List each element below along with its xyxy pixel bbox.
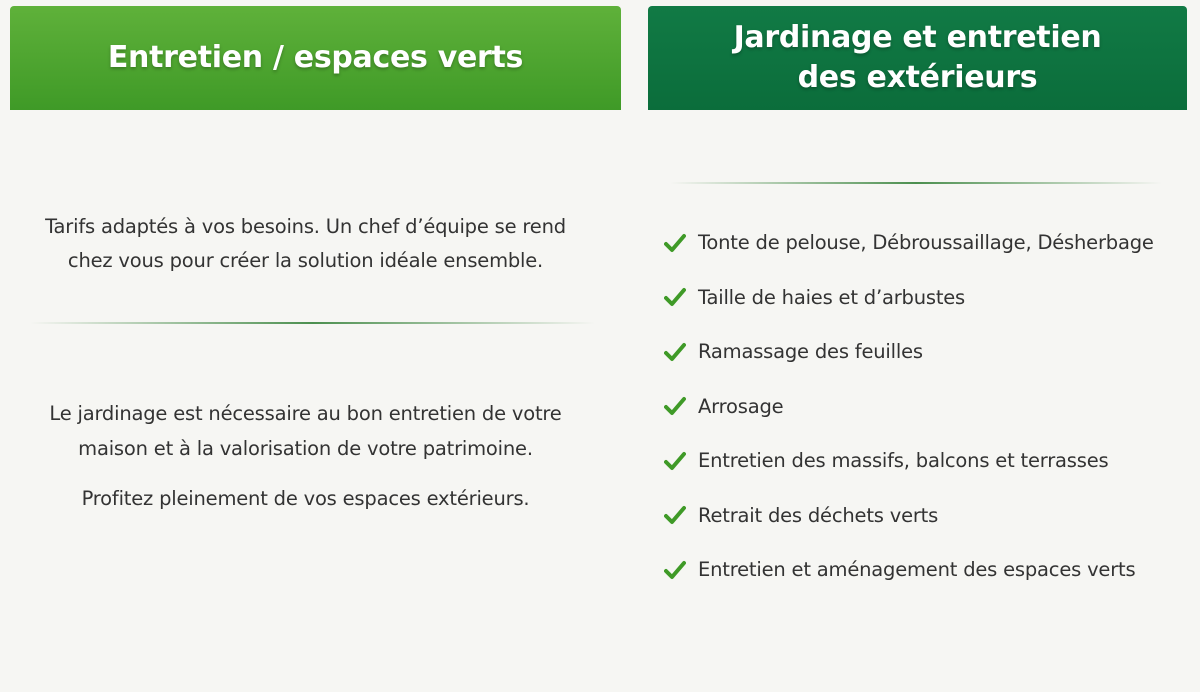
check-icon xyxy=(664,342,686,362)
intro-line: chez vous pour créer la solution idéale ensemble. xyxy=(67,249,544,272)
right-panel-banner xyxy=(648,6,1187,110)
left-panel xyxy=(10,6,621,110)
closing-text: Profitez pleinement de vos espaces extérieurs. xyxy=(81,487,530,510)
service-item xyxy=(664,498,1154,533)
service-item xyxy=(664,389,1154,424)
check-icon xyxy=(664,396,686,416)
service-label: Entretien des massifs, balcons et terrasses xyxy=(698,449,1109,472)
right-panel xyxy=(648,6,1187,110)
service-label: Retrait des déchets verts xyxy=(698,503,939,527)
right-panel-title-line: des extérieurs xyxy=(797,60,1038,95)
service-item xyxy=(664,552,1154,587)
service-label: Taille de haies et d’arbustes xyxy=(698,285,966,309)
service-label: Tonte de pelouse, Débroussaillage, Désherbage xyxy=(698,231,1154,254)
service-item xyxy=(664,280,1154,315)
service-label: Ramassage des feuilles xyxy=(698,340,923,363)
service-item xyxy=(664,334,1154,369)
right-divider xyxy=(670,182,1162,184)
service-label: Arrosage xyxy=(698,394,784,418)
check-icon xyxy=(664,233,686,253)
service-item xyxy=(664,225,1154,260)
left-panel-title: Entretien / espaces verts xyxy=(107,40,524,75)
left-body-text xyxy=(0,396,611,516)
intro-text xyxy=(0,210,611,278)
check-icon xyxy=(664,560,686,580)
service-item xyxy=(664,443,1154,478)
check-icon xyxy=(664,505,686,525)
service-list xyxy=(664,225,1154,607)
intro-line: Tarifs adaptés à vos besoins. Un chef d’équipe se rend xyxy=(45,215,566,238)
left-panel-banner xyxy=(10,6,621,110)
body-line: maison et à la valorisation de votre patrimoine. xyxy=(78,437,533,460)
left-divider xyxy=(30,322,595,324)
check-icon xyxy=(664,287,686,307)
check-icon xyxy=(664,451,686,471)
right-panel-title-line: Jardinage et entretien xyxy=(733,20,1102,55)
body-line: Le jardinage est nécessaire au bon entretien de votre xyxy=(49,402,562,425)
service-label: Entretien et aménagement des espaces verts xyxy=(698,558,1136,581)
